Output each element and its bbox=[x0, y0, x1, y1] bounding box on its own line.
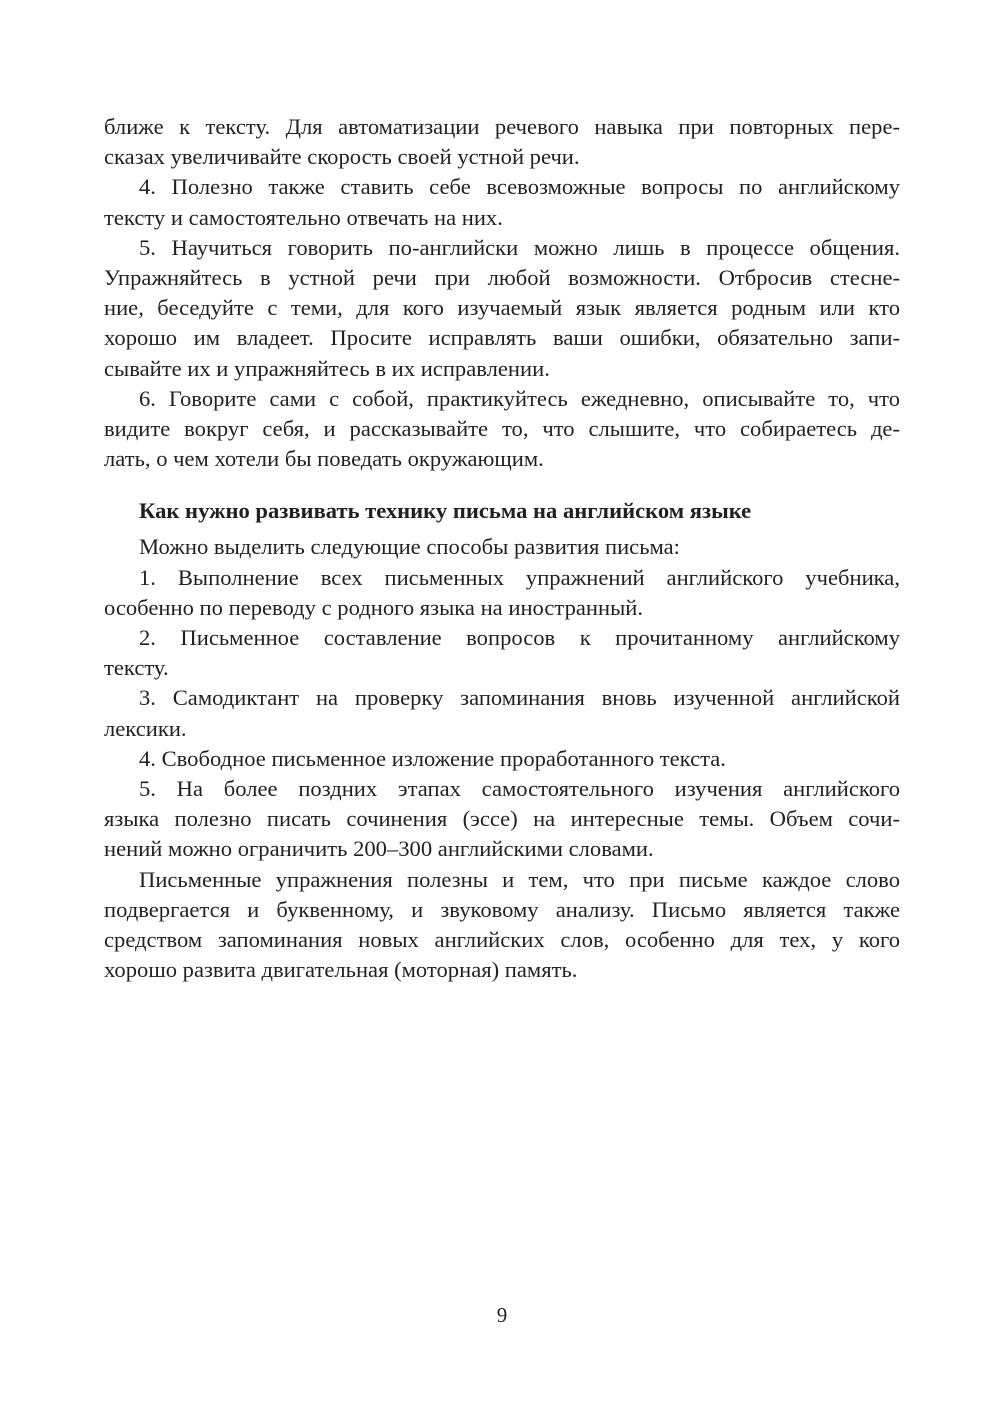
text-line: ближе к тексту. Для автоматизации речевого навыка при повторных пере- bbox=[104, 114, 900, 139]
text-line: хорошо развита двигательная (моторная) память. bbox=[104, 957, 578, 983]
page-body bbox=[104, 112, 900, 985]
text-line: 1. Выполнение всех письменных упражнений английского учебника, bbox=[139, 564, 900, 590]
text-line: Можно выделить следующие способы развития письма: bbox=[139, 534, 680, 560]
text-line: 2. Письменное составление вопросов к прочитанному английскому bbox=[139, 625, 900, 650]
section-heading: Как нужно развивать технику письма на английском языке bbox=[139, 498, 752, 524]
text-line: видите вокруг себя, и рассказывайте то, что слышите, что собираетесь де- bbox=[104, 415, 900, 441]
text-line: средством запоминания новых английских слов, особенно для тех, у кого bbox=[104, 926, 900, 952]
text-line: лексики. bbox=[104, 715, 187, 741]
text-line: хорошо им владеет. Просите исправлять ваши ошибки, обязательно запи- bbox=[104, 325, 900, 351]
paragraph-block-top bbox=[104, 112, 900, 474]
text-line: 5. На более поздних этапах самостоятельного изучения английского bbox=[139, 775, 900, 801]
text-line: ние, беседуйте с теми, для кого изучаемый язык является родным или кто bbox=[104, 295, 900, 321]
paragraph-block-bottom bbox=[104, 532, 900, 985]
text-line: лать, о чем хотели бы поведать окружающим. bbox=[104, 446, 544, 472]
text-line: тексту и самостоятельно отвечать на них. bbox=[104, 204, 503, 230]
text-line: Письменные упражнения полезны и тем, что при письме каждое слово bbox=[139, 866, 900, 892]
text-line: сказах увеличивайте скорость своей устной речи. bbox=[104, 144, 580, 170]
page-number: 9 bbox=[496, 1303, 508, 1327]
text-line: языка полезно писать сочинения (эссе) на интересные темы. Объем сочи- bbox=[104, 806, 900, 832]
text-line: 4. Свободное письменное изложение проработанного текста. bbox=[139, 745, 726, 771]
text-line: тексту. bbox=[104, 655, 169, 681]
text-line: 3. Самодиктант на проверку запоминания вновь изученной английской bbox=[139, 685, 900, 711]
text-line: подвергается и буквенному, и звуковому анализу. Письмо является также bbox=[104, 896, 900, 922]
text-line: 5. Научиться говорить по-английски можно лишь в процессе общения. bbox=[139, 234, 900, 260]
text-line: нений можно ограничить 200–300 английскими словами. bbox=[104, 836, 654, 862]
text-line: Упражняйтесь в устной речи при любой возможности. Отбросив стесне- bbox=[104, 264, 900, 290]
text-line: 6. Говорите сами с собой, практикуйтесь ежедневно, описывайте то, что bbox=[139, 385, 900, 411]
text-line: особенно по переводу с родного языка на иностранный. bbox=[104, 594, 643, 620]
text-line: 4. Полезно также ставить себе всевозможные вопросы по английскому bbox=[139, 174, 900, 200]
text-line: сывайте их и упражняйтесь в их исправлении. bbox=[104, 355, 550, 381]
